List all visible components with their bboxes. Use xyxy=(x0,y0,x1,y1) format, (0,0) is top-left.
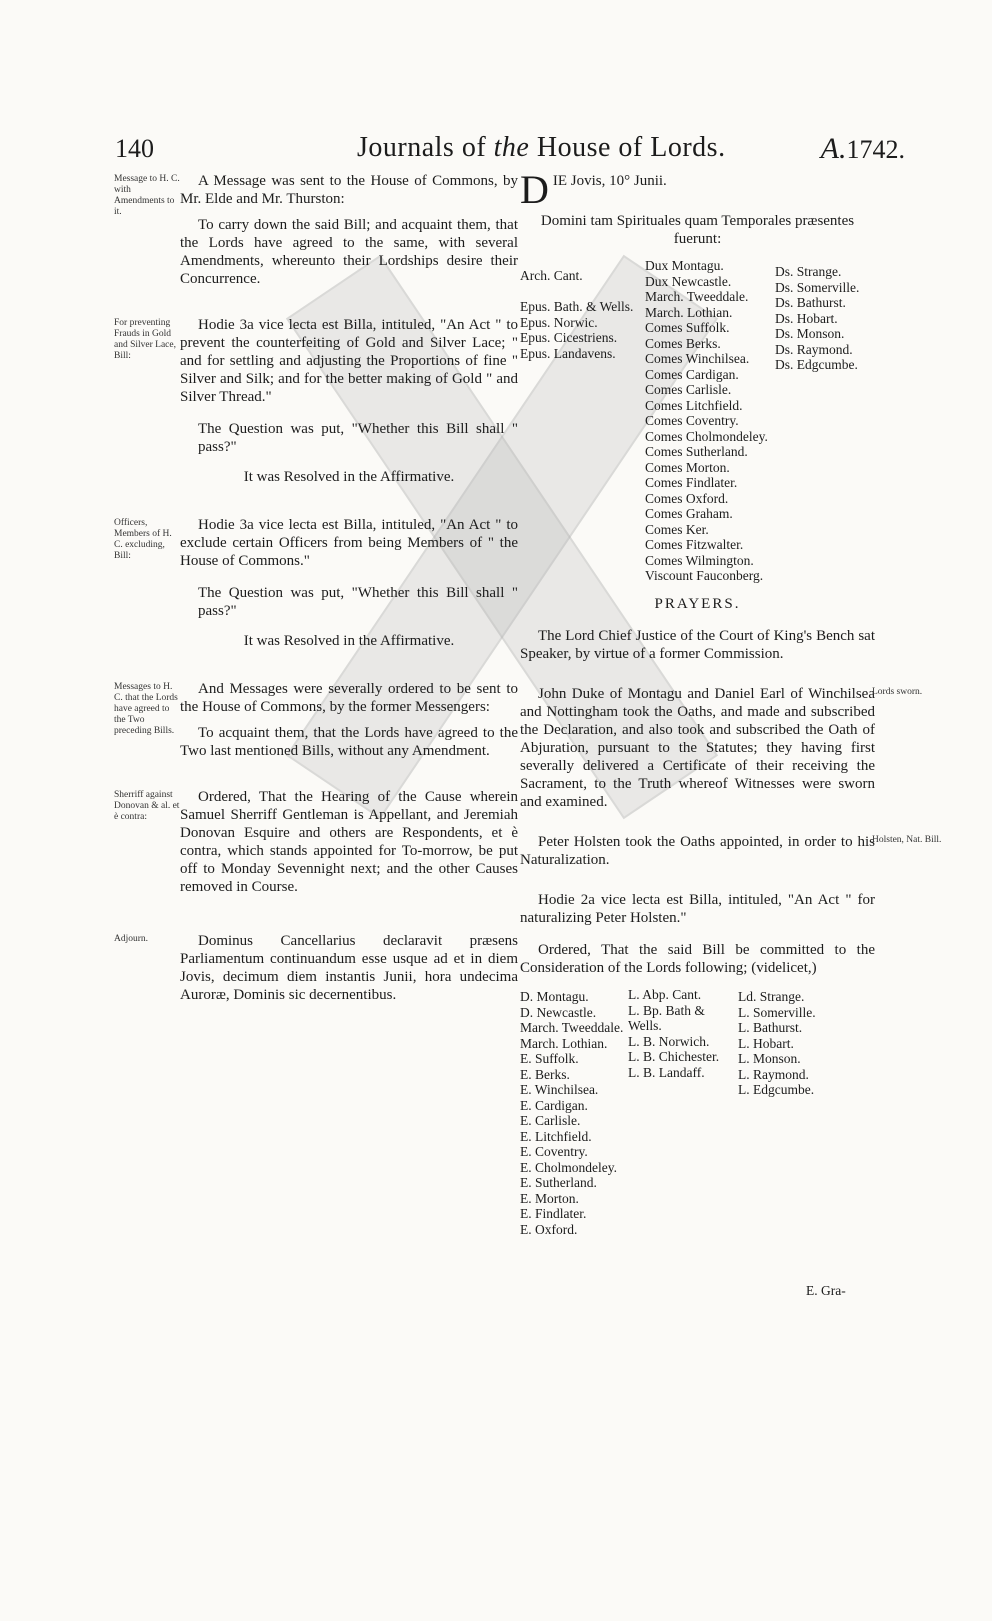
name-entry: E. Suffolk. xyxy=(520,1051,579,1066)
name-entry: Ds. Somerville. xyxy=(775,279,860,295)
name-entry: E. Morton. xyxy=(520,1190,579,1206)
name-entry: Epus. Cicestriens. xyxy=(520,330,618,345)
name-entry: E. Winchilsea. xyxy=(520,1082,599,1097)
name-entry: Ds. Bathurst. xyxy=(775,295,846,310)
paragraph: And Messages were severally ordered to be sent to the House of Commons, by the former Messengers: xyxy=(180,681,518,715)
name-entry: Comes Coventry. xyxy=(645,413,739,428)
committee-table xyxy=(520,987,875,1257)
page-header xyxy=(115,128,905,168)
paragraph: Hodie 3a vice lecta est Billa, intituled, "An Act " to exclude certain Officers from being Members of " the House of Commons." xyxy=(180,517,518,569)
entry-holsten xyxy=(520,833,942,869)
name-entry: Ds. Strange. xyxy=(775,264,842,279)
day-heading xyxy=(520,167,875,212)
margin-note: Holsten, Nat. Bill. xyxy=(872,835,942,845)
name-entry: Comes Winchilsea. xyxy=(645,351,750,366)
name-entry: D. Newcastle. xyxy=(520,1004,597,1020)
margin-note: Message to H. C. with Amendments to it. xyxy=(114,174,180,217)
name-entry: Viscount Fauconberg. xyxy=(645,568,764,583)
margin-note: Sherriff against Donovan & al. et è contra: xyxy=(114,790,180,822)
paragraph: To carry down the said Bill; and acquaint them, that the Lords have agreed to the same, with several Amendments, whereunto their Lordships desire their Concurrence. xyxy=(180,217,518,287)
paragraph: It was Resolved in the Affirmative. xyxy=(243,469,455,485)
entry-sherriff xyxy=(114,788,518,896)
hodie-paragraph: Hodie 2a vice lecta est Billa, intituled, "An Act " for naturalizing Peter Holsten." xyxy=(520,892,875,926)
name-entry: E. Findlater. xyxy=(520,1206,587,1221)
committee-col-2 xyxy=(628,987,719,1080)
name-entry: Ds. Raymond. xyxy=(775,341,853,357)
paragraph: Peter Holsten took the Oaths appointed, in order to his Naturalization. xyxy=(520,834,875,868)
name-entry: L. B. Landaff. xyxy=(628,1064,705,1080)
name-entry: Comes Carlisle. xyxy=(645,382,732,397)
name-entry: L. Monson. xyxy=(738,1051,801,1066)
name-entry: Ds. Monson. xyxy=(775,326,845,341)
speaker-paragraph: The Lord Chief Justice of the Court of King's Bench sat Speaker, by virtue of a former Commission. xyxy=(520,628,875,662)
paragraph: Dominus Cancellarius declaravit præsens Parliamentum continuandum esse usque ad et in diem Jovis, decimum diem instantis Junii, hora undecima Auroræ, Dominis sic decernentibus. xyxy=(180,933,518,1003)
paragraph: Hodie 3a vice lecta est Billa, intituled, "An Act " to prevent the counterfeiting of Gold and Silver Lace; " and for settling and adjusting the Proportions of fine " Silver and Silk; and for the better making of Gold " and Silver Thread." xyxy=(180,317,518,405)
name-entry: L. Hobart. xyxy=(738,1035,794,1051)
paragraph: The Question was put, "Whether this Bill shall " pass?" xyxy=(198,421,518,455)
name-entry: D. Montagu. xyxy=(520,989,589,1004)
name-entry: Epus. Norwic. xyxy=(520,314,598,330)
entry-message xyxy=(114,172,518,288)
attendance-col-bishops xyxy=(520,268,633,361)
name-entry: Epus. Bath. & Wells. xyxy=(520,299,634,314)
name-entry: L. Abp. Cant. xyxy=(628,987,702,1002)
paragraph: It was Resolved in the Affirmative. xyxy=(243,633,455,649)
name-entry: March. Tweeddale. xyxy=(645,289,749,304)
name-entry: E. Coventry. xyxy=(520,1144,588,1159)
name-entry: E. Litchfield. xyxy=(520,1128,592,1144)
paragraph: To acquaint them, that the Lords have agreed to the Two last mentioned Bills, without any Amendment. xyxy=(180,725,518,759)
committee-col-3 xyxy=(738,989,816,1098)
name-entry: Comes Cholmondeley. xyxy=(645,428,768,444)
paragraph: John Duke of Montagu and Daniel Earl of Winchilsea and Nottingham took the Oaths, and made and subscribed the Declaration, and also took and subscribed the Oath of Abjuration, pursuant to the Statutes; they having first severally delivered a Certificate of their receiving the Sacrament, to the Truth whereof Witnesses were sworn and examined. xyxy=(520,686,875,810)
margin-note: Officers, Members of H. C. excluding, Bill: xyxy=(114,518,172,561)
name-entry: Epus. Landavens. xyxy=(520,345,616,361)
attendance-col-peers xyxy=(645,258,768,584)
name-entry: Dux Montagu. xyxy=(645,258,724,273)
prayers-heading: PRAYERS. xyxy=(654,596,741,612)
name-entry: March. Tweeddale. xyxy=(520,1020,624,1035)
entry-officers-bill xyxy=(114,516,518,650)
name-entry: L. Bathurst. xyxy=(738,1020,803,1035)
name-entry: Comes Litchfield. xyxy=(645,397,743,413)
name-entry: Comes Findlater. xyxy=(645,475,738,490)
name-entry: E. Cardigan. xyxy=(520,1097,588,1113)
entry-messages xyxy=(114,680,518,760)
name-entry: Comes Suffolk. xyxy=(645,320,730,335)
name-entry: Comes Berks. xyxy=(645,335,721,351)
name-entry: Comes Oxford. xyxy=(645,490,729,506)
journal-title: Journals of the House of Lords. xyxy=(357,132,726,163)
name-entry: L. B. Chichester. xyxy=(628,1049,720,1064)
name-entry: E. Cholmondeley. xyxy=(520,1159,617,1175)
name-entry: Ds. Edgcumbe. xyxy=(775,357,858,372)
entry-adjourn xyxy=(114,932,518,1004)
paragraph: Ordered, That the Hearing of the Cause wherein Samuel Sherriff Gentleman is Appellant, and Jeremiah Donovan Esquire and others are Respondents, et è contra, which stands appointed for To-morrow, be put off to Monday Sevennight next; and the other Causes removed in Course. xyxy=(180,789,518,895)
name-entry: L. Edgcumbe. xyxy=(738,1082,815,1097)
name-entry: Comes Morton. xyxy=(645,459,730,475)
attendance-col-barons xyxy=(775,264,859,373)
entry-lords-sworn xyxy=(520,685,923,811)
name-entry: Arch. Cant. xyxy=(520,268,583,283)
margin-note: Lords sworn. xyxy=(872,687,923,697)
name-entry: E. Carlisle. xyxy=(520,1113,581,1128)
margin-note: Adjourn. xyxy=(114,934,149,944)
paragraph: The Question was put, "Whether this Bill shall " pass?" xyxy=(198,585,518,619)
year: A.1742. xyxy=(820,132,905,165)
name-entry: L. Raymond. xyxy=(738,1066,809,1082)
catchword: E. Gra- xyxy=(806,1283,846,1298)
drop-cap: D xyxy=(520,167,549,212)
name-entry: Comes Graham. xyxy=(645,506,733,521)
paragraph: A Message was sent to the House of Commons, by Mr. Elde and Mr. Thurston: xyxy=(180,173,518,207)
name-entry: Ld. Strange. xyxy=(738,989,805,1004)
committee-col-1 xyxy=(520,989,623,1237)
name-entry: March. Lothian. xyxy=(520,1035,608,1051)
name-entry: E. Sutherland. xyxy=(520,1175,597,1190)
left-column xyxy=(114,172,518,1004)
name-entry: L. B. Norwich. xyxy=(628,1033,710,1049)
name-entry: E. Oxford. xyxy=(520,1221,578,1237)
day-text: IE Jovis, 10° Junii. xyxy=(552,173,667,189)
name-entry: Comes Cardigan. xyxy=(645,366,739,382)
page-number: 140 xyxy=(115,134,154,163)
name-entry: Wells. xyxy=(628,1018,662,1033)
name-entry: Comes Fitzwalter. xyxy=(645,537,744,552)
name-entry: L. Bp. Bath & xyxy=(628,1002,705,1018)
name-entry: Comes Ker. xyxy=(645,521,709,537)
attendance-table xyxy=(520,258,875,588)
name-entry xyxy=(520,284,633,300)
name-entry: Ds. Hobart. xyxy=(775,310,838,326)
name-entry: L. Somerville. xyxy=(738,1004,816,1020)
domini-line: Domini tam Spirituales quam Temporales præsentes fuerunt: xyxy=(540,213,855,247)
name-entry: March. Lothian. xyxy=(645,304,733,320)
margin-note: Messages to H. C. that the Lords have agreed to the Two preceding Bills. xyxy=(114,682,178,736)
entry-gold-lace-bill xyxy=(114,316,518,486)
name-entry: Dux Newcastle. xyxy=(645,273,732,289)
name-entry: Comes Wilmington. xyxy=(645,552,754,568)
right-column xyxy=(520,167,942,1257)
name-entry: Comes Sutherland. xyxy=(645,444,748,459)
ordered-paragraph: Ordered, That the said Bill be committed to the Consideration of the Lords following; (videlicet,) xyxy=(520,942,875,976)
margin-note: For preventing Frauds in Gold and Silver Lace, Bill: xyxy=(114,318,176,361)
name-entry: E. Berks. xyxy=(520,1066,570,1082)
